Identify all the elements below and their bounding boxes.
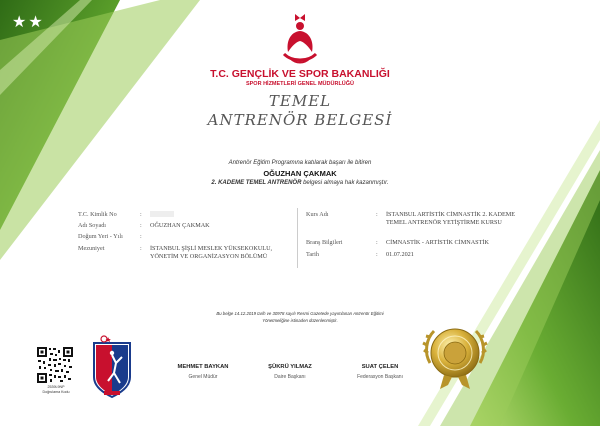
ministry-name: T.C. GENÇLİK VE SPOR BAKANLIĞI	[210, 68, 390, 80]
info-value-tc-redacted	[150, 211, 174, 217]
footnote-line2: Yönetmeliğine istinaden düzenlenmiştir.	[262, 318, 338, 323]
info-value-name: OĞUZHAN ÇAKMAK	[150, 222, 210, 229]
left-light-stripe	[0, 0, 200, 260]
signature-name-2: ŞÜKRÜ YILMAZ	[268, 364, 312, 370]
info-label-branch: Branş Bilgileri	[306, 239, 343, 246]
certificate-intro: Antrenör Eğitim Programına katılarak başarı ile bitiren	[228, 160, 372, 166]
signature-name-3: SUAT ÇELEN	[361, 364, 399, 370]
info-label-name: Adı Soyadı	[78, 222, 107, 229]
stars-decoration: ★★	[12, 14, 45, 31]
info-label-graduation: Mezuniyet	[78, 245, 105, 252]
qr-code-icon	[36, 346, 74, 384]
signature-name-1: MEHMET BAYKAN	[177, 364, 229, 370]
gymnastics-federation-logo-icon	[90, 333, 134, 399]
info-value-birth-redacted	[150, 233, 174, 239]
rank-rest: belgesi almaya hak kazanmıştır.	[303, 180, 389, 186]
info-sep: :	[376, 211, 378, 218]
info-sep: :	[140, 222, 142, 229]
info-value-branch: CİMNASTİK - ARTİSTİK CİMNASTİK	[386, 239, 489, 246]
rank-bold: 2. KADEME TEMEL ANTRENÖR	[211, 180, 302, 186]
info-sep: :	[140, 245, 142, 252]
info-value-graduation: İSTANBUL ŞİŞLİ MESLEK YÜKSEKOKULU, YÖNETİM VE ORGANİZASYON BÖLÜMÜ	[150, 245, 273, 260]
signature-title-2: Daire Başkanı	[274, 374, 306, 380]
certificate-title-line1: TEMEL	[268, 92, 332, 110]
gold-seal-icon	[422, 323, 488, 391]
info-value-course: İSTANBUL ARTİSTİK CİMNASTİK 2. KADEME TEMEL ANTRENÖR YETİŞTİRME KURSU	[386, 211, 516, 226]
info-sep: :	[140, 233, 142, 240]
qr-caption-text: Doğrulama Kodu	[42, 390, 70, 394]
ministry-logo-icon	[278, 12, 322, 66]
info-value-date: 01.07.2021	[386, 251, 414, 258]
info-divider	[297, 208, 298, 268]
info-label-course: Kurs Adı	[306, 211, 329, 218]
holder-name: OĞUZHAN ÇAKMAK	[263, 169, 337, 178]
certificate-title-line2: ANTRENÖR BELGESİ	[207, 111, 393, 129]
info-sep: :	[376, 239, 378, 246]
info-sep: :	[140, 211, 142, 218]
legal-footnote	[140, 310, 460, 324]
signature-title-3: Federasyon Başkanı	[357, 374, 403, 380]
signature-title-1: Genel Müdür	[188, 374, 218, 380]
footnote-line1: Bu belge 14.12.2019 tarih ve 30978 sayılı Resmi Gazetede yayımlanan Antrenör Eğitimi	[216, 311, 384, 316]
certificate-rank	[150, 180, 450, 186]
info-sep: :	[376, 251, 378, 258]
info-label-tc: T.C. Kimlik No	[78, 211, 117, 218]
info-label-date: Tarih	[306, 251, 319, 258]
info-label-birth: Doğum Yeri - Yılı	[78, 233, 123, 240]
qr-caption	[34, 385, 78, 395]
qr-code-text: 2539L9NP	[47, 385, 65, 389]
department-name: SPOR HİZMETLERİ GENEL MÜDÜRLÜĞÜ	[245, 81, 355, 87]
